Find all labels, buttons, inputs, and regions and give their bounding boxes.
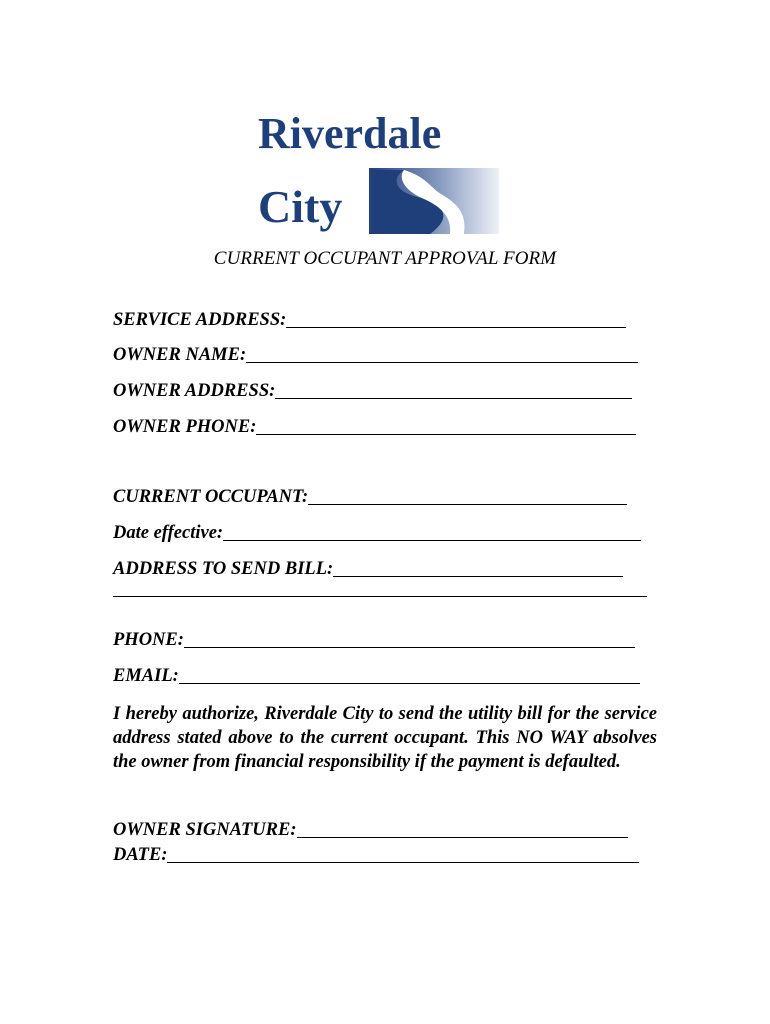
owner-address-blank[interactable] bbox=[275, 397, 632, 399]
owner-signature-blank[interactable] bbox=[297, 836, 628, 838]
owner-signature-field[interactable] bbox=[113, 820, 628, 841]
address-continuation-blank[interactable] bbox=[113, 595, 647, 597]
owner-name-label: OWNER NAME: bbox=[113, 345, 247, 365]
date-field[interactable] bbox=[113, 845, 639, 866]
email-label: EMAIL: bbox=[113, 666, 179, 686]
date-effective-field[interactable] bbox=[113, 523, 641, 544]
current-occupant-blank[interactable] bbox=[308, 503, 627, 505]
owner-phone-blank[interactable] bbox=[256, 433, 636, 435]
service-address-blank[interactable] bbox=[286, 326, 626, 328]
owner-address-label: OWNER ADDRESS: bbox=[113, 381, 276, 401]
owner-name-field[interactable] bbox=[113, 345, 638, 366]
date-label: DATE: bbox=[113, 845, 168, 865]
address-to-send-bill-blank[interactable] bbox=[333, 575, 623, 577]
owner-address-field[interactable] bbox=[113, 381, 632, 402]
address-to-send-bill-continuation[interactable] bbox=[113, 595, 647, 600]
address-to-send-bill-field[interactable] bbox=[113, 559, 623, 580]
phone-blank[interactable] bbox=[184, 646, 635, 648]
service-address-label: SERVICE ADDRESS: bbox=[113, 310, 287, 330]
logo-line2: City bbox=[258, 181, 343, 232]
authorization-statement: I hereby authorize, Riverdale City to send the utility bill for the service address stated above to the current occupant. This NO WAY absolves the owner from financial responsibility if the payment is defaulted. bbox=[113, 704, 657, 772]
email-blank[interactable] bbox=[179, 682, 640, 684]
phone-label: PHONE: bbox=[113, 630, 184, 650]
address-to-send-bill-label: ADDRESS TO SEND BILL: bbox=[113, 559, 334, 579]
date-blank[interactable] bbox=[167, 861, 639, 863]
riverdale-city-logo bbox=[254, 98, 522, 240]
phone-field[interactable] bbox=[113, 630, 635, 651]
date-effective-label: Date effective: bbox=[113, 523, 224, 543]
owner-phone-label: OWNER PHONE: bbox=[113, 417, 257, 437]
form-title: CURRENT OCCUPANT APPROVAL FORM bbox=[213, 248, 557, 269]
service-address-field[interactable] bbox=[113, 310, 626, 331]
owner-name-blank[interactable] bbox=[246, 361, 638, 363]
email-field[interactable] bbox=[113, 666, 640, 687]
owner-phone-field[interactable] bbox=[113, 417, 636, 438]
current-occupant-label: CURRENT OCCUPANT: bbox=[113, 487, 309, 507]
owner-signature-label: OWNER SIGNATURE: bbox=[113, 820, 297, 840]
current-occupant-field[interactable] bbox=[113, 487, 627, 508]
date-effective-blank[interactable] bbox=[223, 539, 641, 541]
logo-line1: Riverdale bbox=[258, 109, 442, 158]
